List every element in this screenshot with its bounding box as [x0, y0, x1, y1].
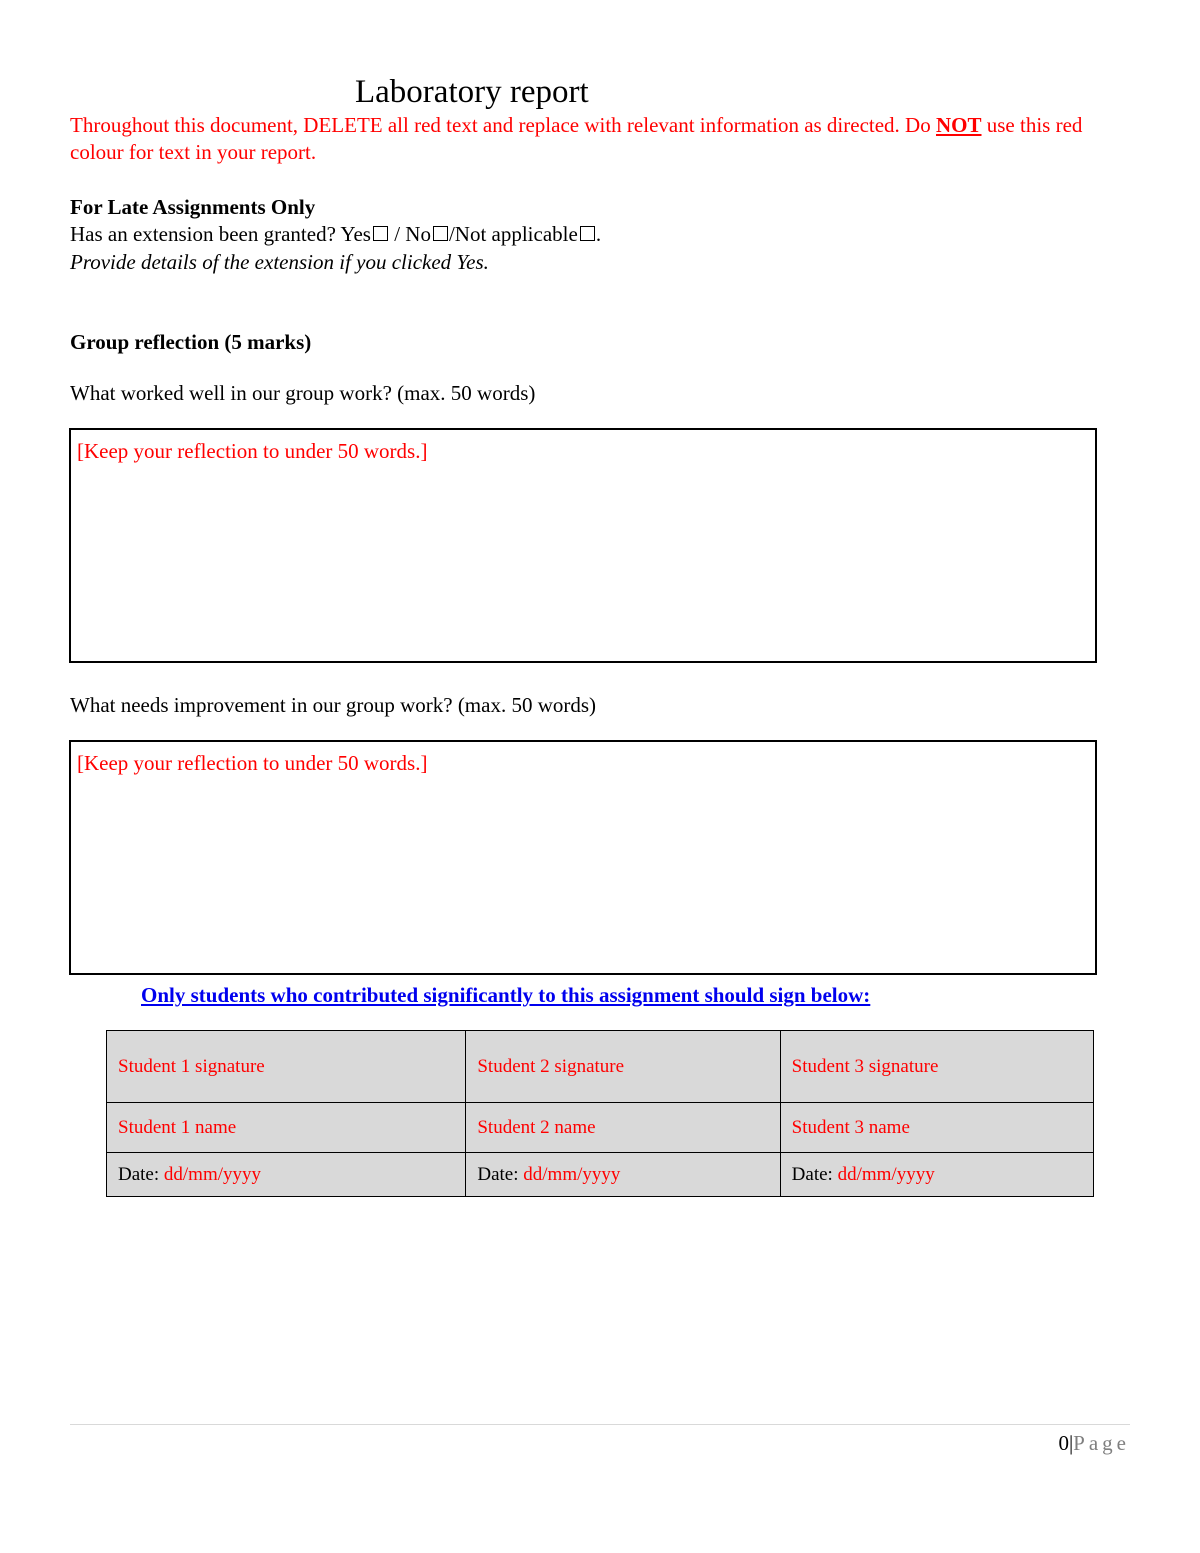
- extension-no-label: / No: [388, 222, 431, 246]
- date-row: [107, 1153, 1094, 1197]
- date-value: dd/mm/yyyy: [163, 1163, 262, 1185]
- date-label: Date:: [477, 1163, 524, 1185]
- footer-divider: [70, 1424, 1130, 1425]
- document-title: Laboratory report: [355, 74, 589, 110]
- date-value: dd/mm/yyyy: [837, 1163, 935, 1185]
- student-3-name-cell[interactable]: Student 3 name: [780, 1103, 1093, 1153]
- student-2-date-cell[interactable]: [466, 1153, 780, 1197]
- name-row: [107, 1103, 1094, 1153]
- extension-question-end: .: [595, 222, 602, 246]
- extension-detail-prompt: Provide details of the extension if you clicked Yes.: [70, 250, 489, 274]
- instruction-text-before: Throughout this document, DELETE all red text and replace with relevant information as directed. Do: [70, 113, 936, 137]
- page-number: 0: [1058, 1431, 1069, 1455]
- extension-na-label: /Not applicable: [448, 222, 578, 246]
- extension-yes-checkbox[interactable]: [373, 226, 388, 241]
- instruction-emphasis-not: NOT: [935, 113, 982, 137]
- late-assignments-heading: For Late Assignments Only: [70, 195, 316, 219]
- student-1-name-cell[interactable]: Student 1 name: [107, 1103, 466, 1153]
- instruction-text-after: use this red colour for text in your report.: [70, 113, 1083, 164]
- extension-na-checkbox[interactable]: [580, 226, 595, 241]
- date-label: Date:: [791, 1163, 838, 1185]
- student-2-name-cell[interactable]: Student 2 name: [466, 1103, 780, 1153]
- student-1-date-cell[interactable]: [107, 1153, 466, 1197]
- footer-separator: |: [1068, 1431, 1074, 1455]
- student-2-signature-cell[interactable]: Student 2 signature: [466, 1031, 780, 1103]
- signature-instruction-link[interactable]: Only students who contributed significantly to this assignment should sign below:: [141, 983, 871, 1007]
- student-3-date-cell[interactable]: [780, 1153, 1093, 1197]
- student-3-signature-cell[interactable]: Student 3 signature: [780, 1031, 1093, 1103]
- extension-question-text: Has an extension been granted?: [70, 222, 341, 246]
- date-label: Date:: [118, 1163, 164, 1185]
- date-value: dd/mm/yyyy: [523, 1163, 621, 1185]
- page-word: Page: [1073, 1431, 1130, 1455]
- extension-question: [70, 221, 601, 248]
- group-reflection-heading: Group reflection (5 marks): [70, 330, 312, 354]
- reflection-placeholder-improvement: [Keep your reflection to under 50 words.]: [77, 751, 428, 775]
- student-1-signature-cell[interactable]: Student 1 signature: [107, 1031, 466, 1103]
- reflection-question-improvement: What needs improvement in our group work? (max. 50 words): [70, 693, 597, 717]
- extension-no-checkbox[interactable]: [433, 226, 448, 241]
- signature-table: [106, 1030, 1094, 1197]
- signature-row: [107, 1031, 1094, 1103]
- reflection-placeholder-worked-well: [Keep your reflection to under 50 words.]: [77, 439, 428, 463]
- reflection-question-worked-well: What worked well in our group work? (max. 50 words): [70, 381, 536, 405]
- reflection-answer-box-improvement[interactable]: [69, 740, 1097, 975]
- reflection-answer-box-worked-well[interactable]: [69, 428, 1097, 663]
- extension-yes-label: Yes: [340, 222, 371, 246]
- page-footer: [1058, 1430, 1130, 1457]
- instruction-text: [70, 112, 1140, 166]
